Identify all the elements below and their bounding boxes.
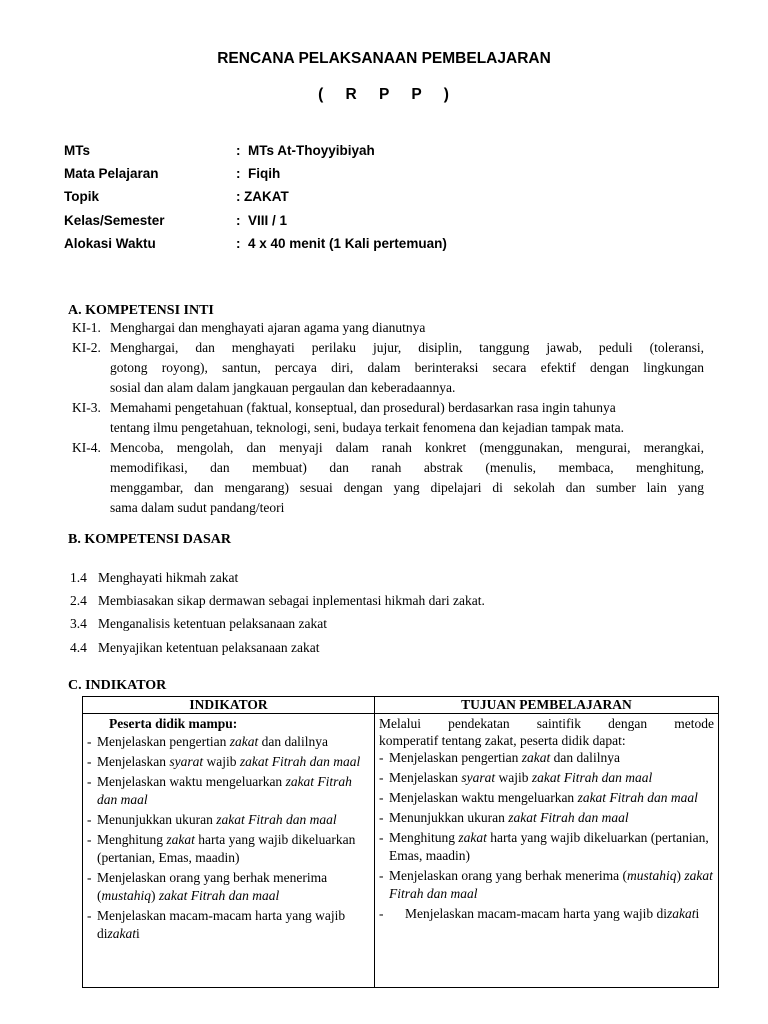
- text-part: wajib: [495, 770, 532, 785]
- text-part: Menjelaskan pengertian: [389, 750, 522, 765]
- text-part: Menjelaskan: [97, 754, 170, 769]
- text-part: Menjelaskan orang yang berhak menerima (: [97, 870, 328, 903]
- ki-item: [72, 398, 704, 418]
- text-part: Menghitung: [97, 832, 167, 847]
- ki-label: KI-1.: [72, 320, 101, 335]
- bullet-dash: -: [379, 906, 384, 921]
- text-part: Menjelaskan macam-macam harta yang wajib di: [97, 908, 346, 941]
- text-part: wajib: [203, 754, 240, 769]
- kd-number: 2.4: [70, 593, 87, 608]
- indikator-intro: Peserta didik mampu:: [109, 716, 238, 731]
- ki-text-cont: sama dalam sudut pandang/teori: [110, 500, 285, 515]
- ki-text: Memahami pengetahuan (faktual, konseptual, dan prosedural) berdasarkan rasa ingin tahunya: [110, 400, 616, 415]
- info-colon: :: [236, 213, 241, 228]
- kompetensi-inti-list: [72, 318, 704, 518]
- info-value: ZAKAT: [244, 189, 289, 204]
- ki-text-cont: memodifikasi, dan membuat) dan ranah abstrak (menulis, membaca, menghitung,: [110, 460, 704, 475]
- list-item-text: [389, 809, 714, 827]
- ki-text-cont: gotong royong), santun, percaya diri, dalam berinteraksi secara efektif dengan lingkungan: [110, 360, 704, 375]
- text-part: Menunjukkan ukuran: [97, 812, 217, 827]
- list-item-text: [97, 869, 370, 905]
- text-italic: zakat Fitrah dan maal: [508, 810, 629, 825]
- text-part: Menjelaskan pengertian: [97, 734, 230, 749]
- table-header-row: [83, 697, 719, 714]
- list-item: [87, 869, 370, 905]
- text-italic: zakat Fitrah dan maal: [239, 754, 361, 769]
- list-item: [87, 831, 370, 867]
- section-b-heading: B. KOMPETENSI DASAR: [68, 532, 231, 547]
- text-italic: syarat: [169, 754, 204, 769]
- list-item: [379, 829, 714, 865]
- bullet-dash: -: [87, 908, 92, 923]
- list-item-text: [97, 811, 370, 829]
- bullet-dash: -: [87, 754, 92, 769]
- bullet-dash: -: [379, 790, 384, 805]
- list-item-text: [97, 907, 370, 943]
- col-header-indikator: INDIKATOR: [83, 697, 375, 714]
- text-part: harta yang wajib dikeluarkan (pertanian, Emas, maadin): [389, 830, 709, 863]
- list-item-text: [97, 733, 370, 751]
- document-title: RENCANA PELAKSANAAN PEMBELAJARAN: [217, 50, 551, 67]
- indikator-table: [82, 696, 719, 988]
- info-colon: :: [236, 143, 241, 158]
- tujuan-intro-line-2: komperatif tentang zakat, peserta didik dapat:: [379, 733, 626, 748]
- text-part: ): [676, 868, 685, 883]
- col-header-tujuan: TUJUAN PEMBELAJARAN: [375, 697, 719, 714]
- info-key: Kelas/Semester: [64, 213, 165, 228]
- ki-text-cont: sosial dan alam dalam jangkauan pergaulan dan keberadaannya.: [110, 380, 456, 395]
- kd-number: 4.4: [70, 640, 87, 655]
- text-italic: syarat: [461, 770, 496, 785]
- list-item-text: [97, 831, 370, 867]
- info-colon: :: [236, 236, 241, 251]
- text-part: Menjelaskan macam-macam harta yang wajib di: [405, 906, 668, 921]
- text-italic: zakat: [667, 906, 696, 921]
- bullet-dash: -: [87, 734, 92, 749]
- ki-item: [72, 438, 704, 458]
- kd-item: [70, 640, 320, 656]
- tujuan-intro-line-1: Melalui pendekatan saintifik dengan metode: [379, 716, 714, 731]
- text-italic: zakat Fitrah dan maal: [389, 868, 713, 901]
- list-item: [379, 769, 714, 787]
- bullet-dash: -: [379, 770, 384, 785]
- ki-text: Mencoba, mengolah, dan menyaji dalam ranah konkret (menggunakan, mengurai, merangkai,: [110, 440, 704, 455]
- info-colon: :: [236, 189, 241, 204]
- tujuan-cell: [375, 714, 719, 988]
- bullet-dash: -: [87, 812, 92, 827]
- info-value: VIII / 1: [248, 213, 288, 228]
- bullet-dash: -: [379, 810, 384, 825]
- list-item-text: [389, 867, 714, 903]
- list-item: [379, 789, 714, 807]
- list-item: [87, 753, 370, 771]
- bullet-dash: -: [379, 830, 384, 845]
- info-colon: :: [236, 166, 241, 181]
- section-a-heading: A. KOMPETENSI INTI: [68, 303, 214, 318]
- text-italic: zakat Fitrah dan maal: [577, 790, 698, 805]
- ki-text-cont: tentang ilmu pengetahuan, teknologi, seni, budaya terkait fenomena dan kejadian tampak mata.: [110, 420, 624, 435]
- list-item-text: [405, 905, 714, 923]
- ki-item: [72, 318, 704, 338]
- info-key: Topik: [64, 189, 99, 204]
- kd-item: [70, 616, 327, 632]
- text-part: dan dalilnya: [550, 750, 620, 765]
- ki-label: KI-3.: [72, 400, 101, 415]
- list-item: [379, 809, 714, 827]
- bullet-dash: -: [379, 868, 384, 883]
- list-item-text: [97, 773, 370, 809]
- text-italic: zakat Fitrah dan maal: [97, 774, 352, 807]
- list-item: [379, 905, 714, 923]
- kd-item: [70, 593, 485, 609]
- text-italic: zakat Fitrah dan maal: [531, 770, 653, 785]
- kd-text: Membiasakan sikap dermawan sebagai inplementasi hikmah dari zakat.: [98, 593, 485, 608]
- list-item: [87, 733, 370, 751]
- bullet-dash: -: [379, 750, 384, 765]
- text-part: dan dalilnya: [258, 734, 328, 749]
- text-italic: zakat: [107, 926, 137, 941]
- text-italic: zakat: [521, 750, 551, 765]
- text-italic: zakat: [229, 734, 259, 749]
- list-item: [87, 773, 370, 809]
- info-key: MTs: [64, 143, 90, 158]
- kd-text: Menyajikan ketentuan pelaksanaan zakat: [98, 640, 320, 655]
- list-item-text: [389, 769, 714, 787]
- list-item: [87, 811, 370, 829]
- info-key: Mata Pelajaran: [64, 166, 159, 181]
- kd-number: 1.4: [70, 570, 87, 585]
- text-part: Menjelaskan waktu mengeluarkan: [389, 790, 578, 805]
- ki-text: Menghargai dan menghayati ajaran agama yang dianutnya: [110, 320, 426, 335]
- list-item-text: [389, 789, 714, 807]
- ki-label: KI-2.: [72, 340, 101, 355]
- ki-item: [72, 338, 704, 358]
- indikator-cell: [83, 714, 375, 988]
- list-item: [87, 907, 370, 943]
- text-part: Menjelaskan orang yang berhak menerima (: [389, 868, 628, 883]
- kd-text: Menganalisis ketentuan pelaksanaan zakat: [98, 616, 328, 631]
- kd-number: 3.4: [70, 616, 87, 631]
- info-value: 4 x 40 menit (1 Kali pertemuan): [248, 236, 447, 251]
- text-part: Menghitung: [389, 830, 459, 845]
- text-italic: mustahiq: [101, 888, 152, 903]
- text-part: i: [136, 926, 140, 941]
- text-part: Menjelaskan waktu mengeluarkan: [97, 774, 286, 789]
- section-c-heading: C. INDIKATOR: [68, 678, 167, 693]
- kd-item: [70, 570, 238, 586]
- text-italic: zakat: [166, 832, 195, 847]
- text-italic: zakat: [458, 830, 487, 845]
- text-part: i: [695, 906, 700, 921]
- text-italic: zakat Fitrah dan maal: [216, 812, 337, 827]
- kd-text: Menghayati hikmah zakat: [98, 570, 239, 585]
- info-value: MTs At-Thoyyibiyah: [248, 143, 375, 158]
- text-part: ): [151, 888, 159, 903]
- text-part: harta yang wajib dikeluarkan (pertanian, Emas, maadin): [97, 832, 356, 865]
- list-item-text: [389, 829, 714, 865]
- document-subtitle: ( R P P ): [318, 86, 458, 103]
- text-part: Menunjukkan ukuran: [389, 810, 509, 825]
- bullet-dash: -: [87, 870, 92, 885]
- ki-label: KI-4.: [72, 440, 101, 455]
- ki-text: Menghargai, dan menghayati perilaku jujur, disiplin, tanggung jawab, peduli (toleransi,: [110, 340, 704, 355]
- list-item-text: [389, 749, 714, 767]
- list-item-text: [97, 753, 370, 771]
- bullet-dash: -: [87, 774, 92, 789]
- text-italic: zakat Fitrah dan maal: [158, 888, 280, 903]
- ki-text-cont: menggambar, dan mengarang) sesuai dengan yang dipelajari di sekolah dan sumber lain yang: [110, 480, 704, 495]
- list-item: [379, 749, 714, 767]
- bullet-dash: -: [87, 832, 92, 847]
- text-italic: mustahiq: [627, 868, 677, 883]
- info-key: Alokasi Waktu: [64, 236, 156, 251]
- text-part: Menjelaskan: [389, 770, 462, 785]
- list-item: [379, 867, 714, 903]
- table-row: [83, 714, 719, 988]
- info-value: Fiqih: [248, 166, 281, 181]
